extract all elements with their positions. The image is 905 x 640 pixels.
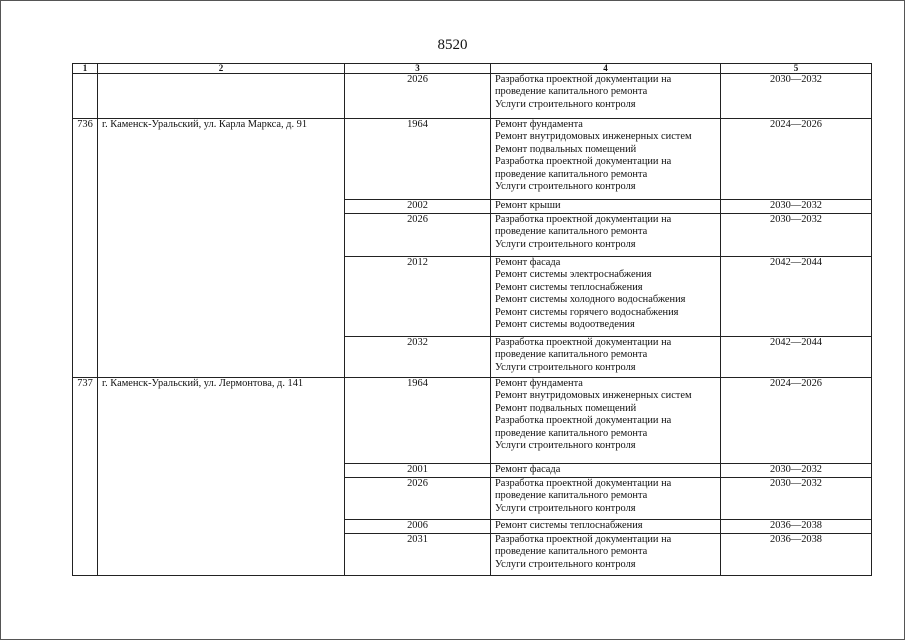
works-cell	[491, 534, 721, 576]
period-cell: 2030—2032	[721, 478, 872, 520]
works-cell	[491, 464, 721, 478]
page-number: 8520	[437, 37, 468, 53]
year-cell: 2001	[345, 464, 491, 478]
work-item: проведение капитального ремонта	[495, 427, 648, 439]
year-cell: 2026	[345, 478, 491, 520]
table-row	[73, 378, 872, 464]
work-item: Ремонт внутридомовых инженерных систем	[495, 390, 692, 402]
work-item: проведение капитального ремонта	[495, 168, 648, 180]
work-item: Разработка проектной документации на	[495, 74, 672, 85]
period-cell: 2042—2044	[721, 257, 872, 337]
building-number: 737	[73, 378, 98, 576]
year-cell: 2026	[345, 74, 491, 119]
work-item: Разработка проектной документации на	[495, 534, 672, 545]
work-item: Ремонт фасада	[495, 464, 561, 475]
work-item: Ремонт системы теплоснабжения	[495, 520, 643, 531]
work-item: проведение капитального ремонта	[495, 226, 648, 238]
work-item: Услуги строительного контроля	[495, 558, 636, 570]
work-item: Разработка проектной документации на	[495, 214, 672, 225]
year-cell: 2031	[345, 534, 491, 576]
work-item: Услуги строительного контроля	[495, 181, 636, 193]
building-number	[73, 74, 98, 119]
building-address: г. Каменск-Уральский, ул. Лермонтова, д. 141	[98, 378, 345, 576]
column-number-header-row	[73, 64, 872, 74]
work-item: проведение капитального ремонта	[495, 546, 648, 558]
work-item: Разработка проектной документации на	[495, 156, 672, 168]
column-header: 2	[98, 64, 345, 74]
year-cell: 1964	[345, 119, 491, 200]
work-item: Ремонт системы электроснабжения	[495, 269, 652, 281]
year-cell: 2006	[345, 520, 491, 534]
work-item: Ремонт фундамента	[495, 119, 583, 130]
work-item: Разработка проектной документации на	[495, 478, 672, 489]
building-address	[98, 74, 345, 119]
work-item: Ремонт системы водоотведения	[495, 319, 635, 331]
work-item: Услуги строительного контроля	[495, 440, 636, 452]
work-item: Ремонт подвальных помещений	[495, 402, 637, 414]
work-item: проведение капитального ремонта	[495, 86, 648, 98]
work-item: проведение капитального ремонта	[495, 349, 648, 361]
building-number: 736	[73, 119, 98, 378]
work-item: Ремонт системы горячего водоснабжения	[495, 306, 679, 318]
table-row	[73, 74, 872, 119]
work-item: Ремонт внутридомовых инженерных систем	[495, 131, 692, 143]
period-cell: 2024—2026	[721, 119, 872, 200]
work-item: Разработка проектной документации на	[495, 337, 672, 348]
column-header: 1	[73, 64, 98, 74]
work-item: Услуги строительного контроля	[495, 361, 636, 373]
period-cell: 2024—2026	[721, 378, 872, 464]
period-cell: 2036—2038	[721, 520, 872, 534]
column-header: 5	[721, 64, 872, 74]
work-item: Ремонт крыши	[495, 200, 561, 211]
building-address: г. Каменск-Уральский, ул. Карла Маркса, д. 91	[98, 119, 345, 378]
table-row	[73, 119, 872, 200]
work-item: Ремонт фасада	[495, 257, 561, 268]
period-cell: 2030—2032	[721, 200, 872, 214]
works-cell	[491, 214, 721, 257]
work-item: Разработка проектной документации на	[495, 415, 672, 427]
work-item: Услуги строительного контроля	[495, 502, 636, 514]
works-cell	[491, 200, 721, 214]
works-cell	[491, 257, 721, 337]
period-cell: 2030—2032	[721, 214, 872, 257]
works-cell	[491, 478, 721, 520]
works-cell	[491, 378, 721, 464]
year-cell: 2032	[345, 337, 491, 378]
works-cell	[491, 337, 721, 378]
work-item: Ремонт фундамента	[495, 378, 583, 389]
period-cell: 2030—2032	[721, 74, 872, 119]
column-header: 3	[345, 64, 491, 74]
year-cell: 2012	[345, 257, 491, 337]
work-item: Услуги строительного контроля	[495, 98, 636, 110]
period-cell: 2042—2044	[721, 337, 872, 378]
work-item: Ремонт подвальных помещений	[495, 143, 637, 155]
repair-schedule-table	[72, 63, 872, 576]
period-cell: 2030—2032	[721, 464, 872, 478]
works-cell	[491, 119, 721, 200]
work-item: Ремонт системы холодного водоснабжения	[495, 294, 686, 306]
column-header: 4	[491, 64, 721, 74]
works-cell	[491, 520, 721, 534]
year-cell: 2002	[345, 200, 491, 214]
year-cell: 1964	[345, 378, 491, 464]
works-cell	[491, 74, 721, 119]
work-item: проведение капитального ремонта	[495, 490, 648, 502]
period-cell: 2036—2038	[721, 534, 872, 576]
work-item: Услуги строительного контроля	[495, 238, 636, 250]
work-item: Ремонт системы теплоснабжения	[495, 281, 643, 293]
year-cell: 2026	[345, 214, 491, 257]
